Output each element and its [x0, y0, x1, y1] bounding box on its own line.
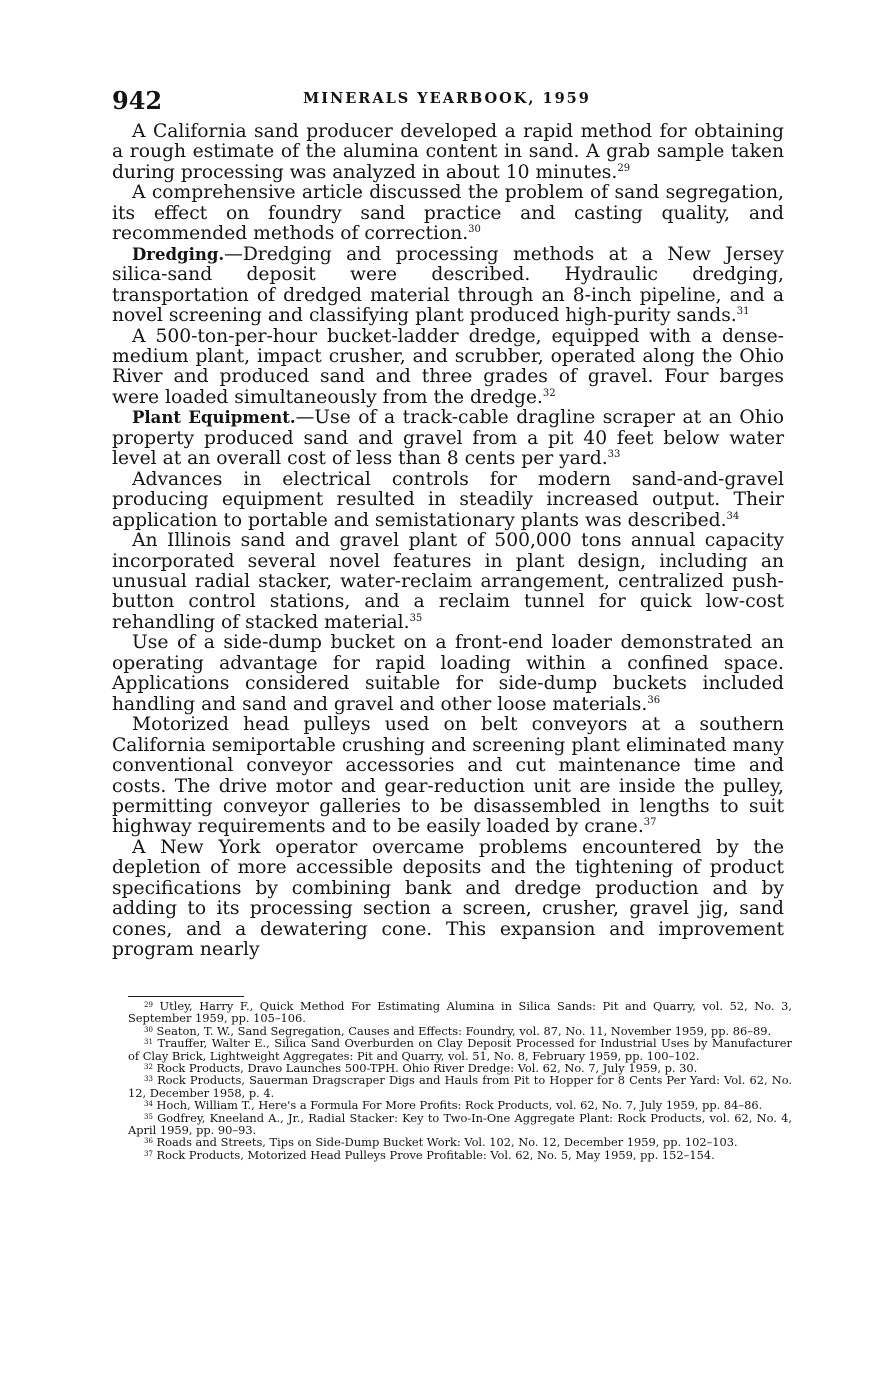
paragraph — [112, 531, 784, 633]
footnote-number: 29 — [144, 1001, 153, 1009]
section-lead: Plant Equipment. — [132, 408, 296, 428]
footnote-number: 33 — [144, 1075, 153, 1084]
footnote-ref: 31 — [736, 306, 750, 318]
running-title: MINERALS YEARBOOK, 1959 — [303, 90, 591, 107]
footnote-number: 35 — [144, 1112, 153, 1121]
paragraph-text: A 500-ton-per-hour bucket-ladder dredge, equipped with a dense-medium plant, impact crusher, and scrubber, operated along the Ohio River and produced sand and three grades of gravel. Four barges were loaded simultaneously from the dredge. — [112, 325, 784, 408]
footnote-number: 36 — [144, 1137, 153, 1146]
footnote-text: Rock Products, Dravo Launches 500-TPH. Ohio River Dredge: Vol. 62, No. 7, July 1959, p. 30. — [156, 1061, 698, 1076]
paragraph-text: —Dredging and processing methods at a New Jersey silica-sand deposit were described. Hydraulic dredging, transportation of dredged material through an 8-inch pipeline, and a novel screening and classifying plant produced high-purity sands. — [112, 243, 784, 327]
paragraph-text: Motorized head pulleys used on belt conveyors at a southern California semiportable crushing and screening plant eliminated many conventional conveyor accessories and cut maintenance time and costs. The drive motor and gear-reduction unit are inside the pulley, permitting conveyor galleries to be disassembled in lengths to suit highway requirements and to be easily loaded by crane. — [112, 714, 784, 838]
footnote — [128, 1000, 792, 1025]
footnote-number: 37 — [144, 1149, 153, 1158]
page-number: 942 — [112, 86, 163, 115]
paragraph — [112, 245, 784, 327]
paragraph — [112, 183, 784, 244]
paragraph-text: Advances in electrical controls for modern sand-and-gravel producing equipment resulted in steadily increased output. Their application to portable and semistationary plants was described. — [112, 468, 784, 531]
footnote-ref: 37 — [643, 817, 657, 829]
footnote-divider — [128, 996, 244, 997]
footnote-text: Seaton, T. W., Sand Segregation, Causes and Effects: Foundry, vol. 87, No. 11, November 1959, pp. 86–89. — [156, 1023, 772, 1038]
paragraph — [112, 470, 784, 531]
footnote-ref: 36 — [647, 694, 661, 706]
footnote-number: 30 — [144, 1025, 153, 1034]
paragraph-text: A California sand producer developed a rapid method for obtaining a rough estimate of the alumina content in sand. A grab sample taken during processing was analyzed in about 10 minutes. — [112, 121, 784, 183]
paragraph-text: Use of a side-dump bucket on a front-end loader demonstrated an operating advantage for rapid loading within a confined space. Applications considered suitable for side-dump buckets included handling and sand and gravel and other loose materials. — [112, 632, 784, 715]
footnote-text: Rock Products, Motorized Head Pulleys Prove Profitable: Vol. 62, No. 5, May 1959, pp. 152–154. — [156, 1147, 715, 1162]
footnote-number: 34 — [144, 1100, 153, 1109]
body-text — [112, 122, 784, 961]
footnote — [128, 1149, 792, 1161]
paragraph-text: A New York operator overcame problems encountered by the depletion of more accessible deposits and the tightening of product specifications by combining bank and dredge production and by adding to its processing section a screen, crusher, gravel jig, sand cones, and a dewatering cone. This expansion and improvement program nearly — [112, 836, 784, 961]
footnote-ref: 35 — [409, 612, 423, 624]
paragraph — [112, 715, 784, 838]
paragraph — [112, 838, 784, 961]
page-header — [112, 86, 782, 118]
footnote-text: Hoch, William T., Here's a Formula For More Profits: Rock Products, vol. 62, No. 7, July 1959, pp. 84–86. — [156, 1098, 763, 1113]
footnote-ref: 33 — [607, 449, 621, 461]
footnote-text: Godfrey, Kneeland A., Jr., Radial Stacker: Key to Two-In-One Aggregate Plant: Rock Products, vol. 62, No. 4, April 1959, pp. 90–93. — [128, 1110, 792, 1138]
paragraph — [112, 122, 784, 183]
footnotes — [128, 1000, 792, 1161]
footnote — [128, 1074, 792, 1099]
footnote-ref: 34 — [726, 510, 740, 522]
footnote-number: 31 — [144, 1038, 153, 1047]
footnote-text: Roads and Streets, Tips on Side-Dump Bucket Work: Vol. 102, No. 12, December 1959, pp. 102–103. — [156, 1135, 738, 1150]
paragraph-text: An Illinois sand and gravel plant of 500,000 tons annual capacity incorporated several novel features in plant design, including an unusual radial stacker, water-reclaim arrangement, centralized push-button control stations, and a reclaim tunnel for quick low-cost rehandling of stacked material. — [112, 530, 784, 633]
paragraph — [112, 408, 784, 469]
section-lead: Dredging. — [132, 244, 225, 264]
footnote-text: Rock Products, Sauerman Dragscraper Digs and Hauls from Pit to Hopper for 8 Cents Per Yard: Vol. 62, No. 12, December 1958, p. 4. — [128, 1073, 792, 1100]
paragraph — [112, 633, 784, 715]
paragraph-text: —Use of a track-cable dragline scraper at an Ohio property produced sand and gravel from a pit 40 feet below water level at an overall cost of less than 8 cents per yard. — [112, 407, 784, 470]
paragraph — [112, 327, 784, 409]
footnote — [128, 1112, 792, 1137]
footnote-ref: 29 — [617, 162, 631, 174]
footnote — [128, 1037, 792, 1062]
footnote-text: Trauffer, Walter E., Silica Sand Overburden on Clay Deposit Processed for Industrial Uses by Manufacturer of Clay Brick, Lightweight Aggregates: Pit and Quarry, vol. 51, No. 8, February 1959, pp. 100–102. — [128, 1036, 792, 1063]
footnote-number: 32 — [144, 1063, 153, 1072]
paragraph-text: A comprehensive article discussed the problem of sand segregation, its effect on foundry sand practice and casting quality, and recommended methods of correction. — [112, 182, 784, 245]
footnote-text: Utley, Harry F., Quick Method For Estimating Alumina in Silica Sands: Pit and Quarry, vol. 52, No. 3, September 1959, pp. 105–106. — [128, 999, 793, 1026]
footnote-ref: 32 — [542, 387, 556, 399]
footnote-ref: 30 — [468, 224, 481, 236]
